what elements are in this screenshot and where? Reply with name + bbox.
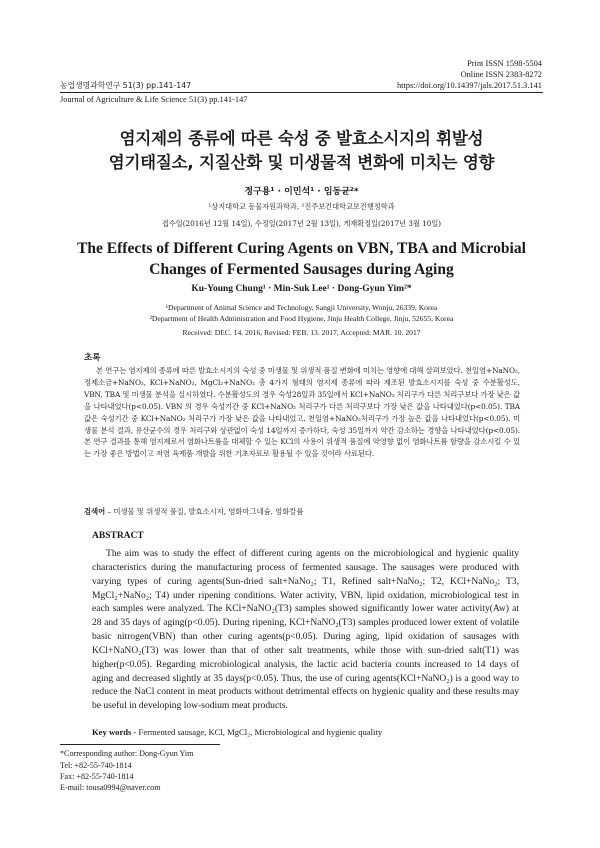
keywords-en-text: - Fermented sausage, KCl, MgCl₂, Microbiological and hygienic quality <box>133 727 383 737</box>
affiliation-en-1: ¹Department of Animal Science and Technology, Sangji University, Wonju, 26339, Korea <box>165 303 438 312</box>
title-en-line2: Changes of Fermented Sausages during Aging <box>149 261 454 278</box>
dates-en: Received: DEC. 14. 2016, Revised: FEB. 13. 2017, Accepted: MAR. 10. 2017 <box>182 328 421 337</box>
journal-ko: 농업생명과학연구 51(3) pp.141-147 <box>60 81 192 90</box>
abstract-ko-text: 본 연구는 염지제의 종류에 따른 발효소시지의 숙성 중 미생물 및 위생적 품질 변화에 미치는 영향에 대해 살펴보았다. 천일염+NaNO₂, 정제소금+NaNO₂, KCl+NaNO₂, MgCl₂+NaNO₂ 총 4가지 형태의 염지제 종류에 따라 제조된 발효소시지를 숙성 중 수분활성도, VBN, TBA 및 미생물 분석을 실시하였다. 수분활성도의 경우 숙성28일과 35일에서 KCl+NaNO₂ 처리구가 다른 처리구보다 가장 낮은 값을 나타내었다(p<0.05). VBN 의 경우 숙성기간 중 KCl+NaNO₂ 처리구가 다른 처리구보다 가장 낮은 값을 나타내었다(p<0.05). TBA 값은 숙성기간 중 KCl+NaNO₂ 처리구가 가장 낮은 값을 나타내었고, 천일염+NaNO₂처리구가 가장 높은 값을 나타내었다(p<0.05). 미생물 분석 결과, 유산균수의 경우 처리구와 상관없이 숙성 14일까지 증가하다, 숙성 35일까지 약간 감소하는 경향을 나타내었다(p<0.05). 본 연구 결과를 통해 염지제로서 염화나트륨을 대체할 수 있는 KCl의 사용이 위생적 품질에 악영향 없이 염화나트륨 함량을 감소시킬 수 있는 가장 좋은 방법이고 저염 육제품 개발을 위한 기초자료로 활용될 수 있을 것이라 사료된다. <box>84 366 520 459</box>
keywords-ko <box>84 507 520 517</box>
keywords-en-label: Key words <box>92 727 132 737</box>
header-rule <box>60 92 543 93</box>
footnote-fax: Fax: +82-55-740-1814 <box>60 772 134 781</box>
journal-en: Journal of Agriculture & Life Science 51(3) pp.141-147 <box>60 95 248 104</box>
dates-ko: 접수일(2016년 12월 14일), 수정일(2017년 2월 13일), 게재확정일(2017년 3월 10일) <box>161 219 442 228</box>
title-ko-line2: 염기태질소, 지질산화 및 미생물적 변화에 미치는 영향 <box>108 153 495 172</box>
authors-ko: 정구용¹ · 이민석¹ · 임동균²* <box>244 187 359 197</box>
abstract-en-heading: ABSTRACT <box>92 531 144 541</box>
online-issn: Online ISSN 2383-8272 <box>460 70 542 79</box>
print-issn: Print ISSN 1598-5504 <box>467 59 542 68</box>
abstract-en-text: The aim was to study the effect of different curing agents on the microbiological and hygienic quality characteristics during the manufacturing process of fermented sausage. The sausages were produced with varying types of curing agents(Sun-dried salt+NaNo₂; T1, Refined salt+NaNo₂; T2, KCl+NaNo₂; T3, MgCl₂+NaNo₂; T4) under ripening conditions. Water activity, VBN, lipid oxidation, microbiological test in each samples were analyzed. The KCl+NaNO₂(T3) samples showed significantly lower water activity(Aw) at 28 and 35 days of aging(p<0.05). During ripening, KCl+NaNO₂(T3) samples produced lower extent of volatile basic nitrogen(VBN) than other curing agents(p<0.05). During aging, lipid oxidation of sausages with KCl+NaNO₂(T3) was lower than that of other salt treatments, while those with sun-dried salt(T1) was higher(p<0.05). Regarding microbiological analysis, the lactic acid bacteria counts increased to 14 days of aging and decreased slightly at 35 days(p<0.05). Thus, the use of curing agents(KCl+NaNO₂) is a good way to reduce the NaCl content in meat products without detrimental effects on hygienic quality and these results may be useful in developing low-sodium meat products. <box>92 548 519 712</box>
title-en-line1: The Effects of Different Curing Agents on VBN, TBA and Microbial <box>77 240 526 257</box>
keywords-ko-text: – 미생물 및 위생적 품질, 발효소시지, 염화마그네슘, 염화칼륨 <box>107 507 304 516</box>
footnote-rule <box>60 744 220 745</box>
abstract-ko-heading: 초록 <box>84 353 101 363</box>
footnote-email[interactable]: E-mail: tousa0994@naver.com <box>60 783 161 792</box>
affiliation-en-2: ²Department of Health Administration and Food Hygiene, Jinju Health College, Jinju, 52655, Korea <box>149 314 454 323</box>
footnote-corresponding: *Corresponding author: Dong-Gyun Yim <box>60 749 194 758</box>
authors-en: Ku-Young Chung¹ · Min-Suk Lee¹ · Dong-Gyun Yim²* <box>191 284 412 294</box>
affiliation-ko: ¹상지대학교 동물자원과학과, ²진주보건대학교보건행정학과 <box>208 202 395 211</box>
footnote-tel: Tel: +82-55-740-1814 <box>60 761 132 770</box>
title-ko-line1: 염지제의 종류에 따른 숙성 중 발효소시지의 휘발성 <box>119 129 484 148</box>
keywords-en <box>92 727 519 737</box>
keywords-ko-label: 검색어 <box>84 507 106 516</box>
doi-link[interactable]: https://doi.org/10.14397/jals.2017.51.3.141 <box>396 81 542 90</box>
